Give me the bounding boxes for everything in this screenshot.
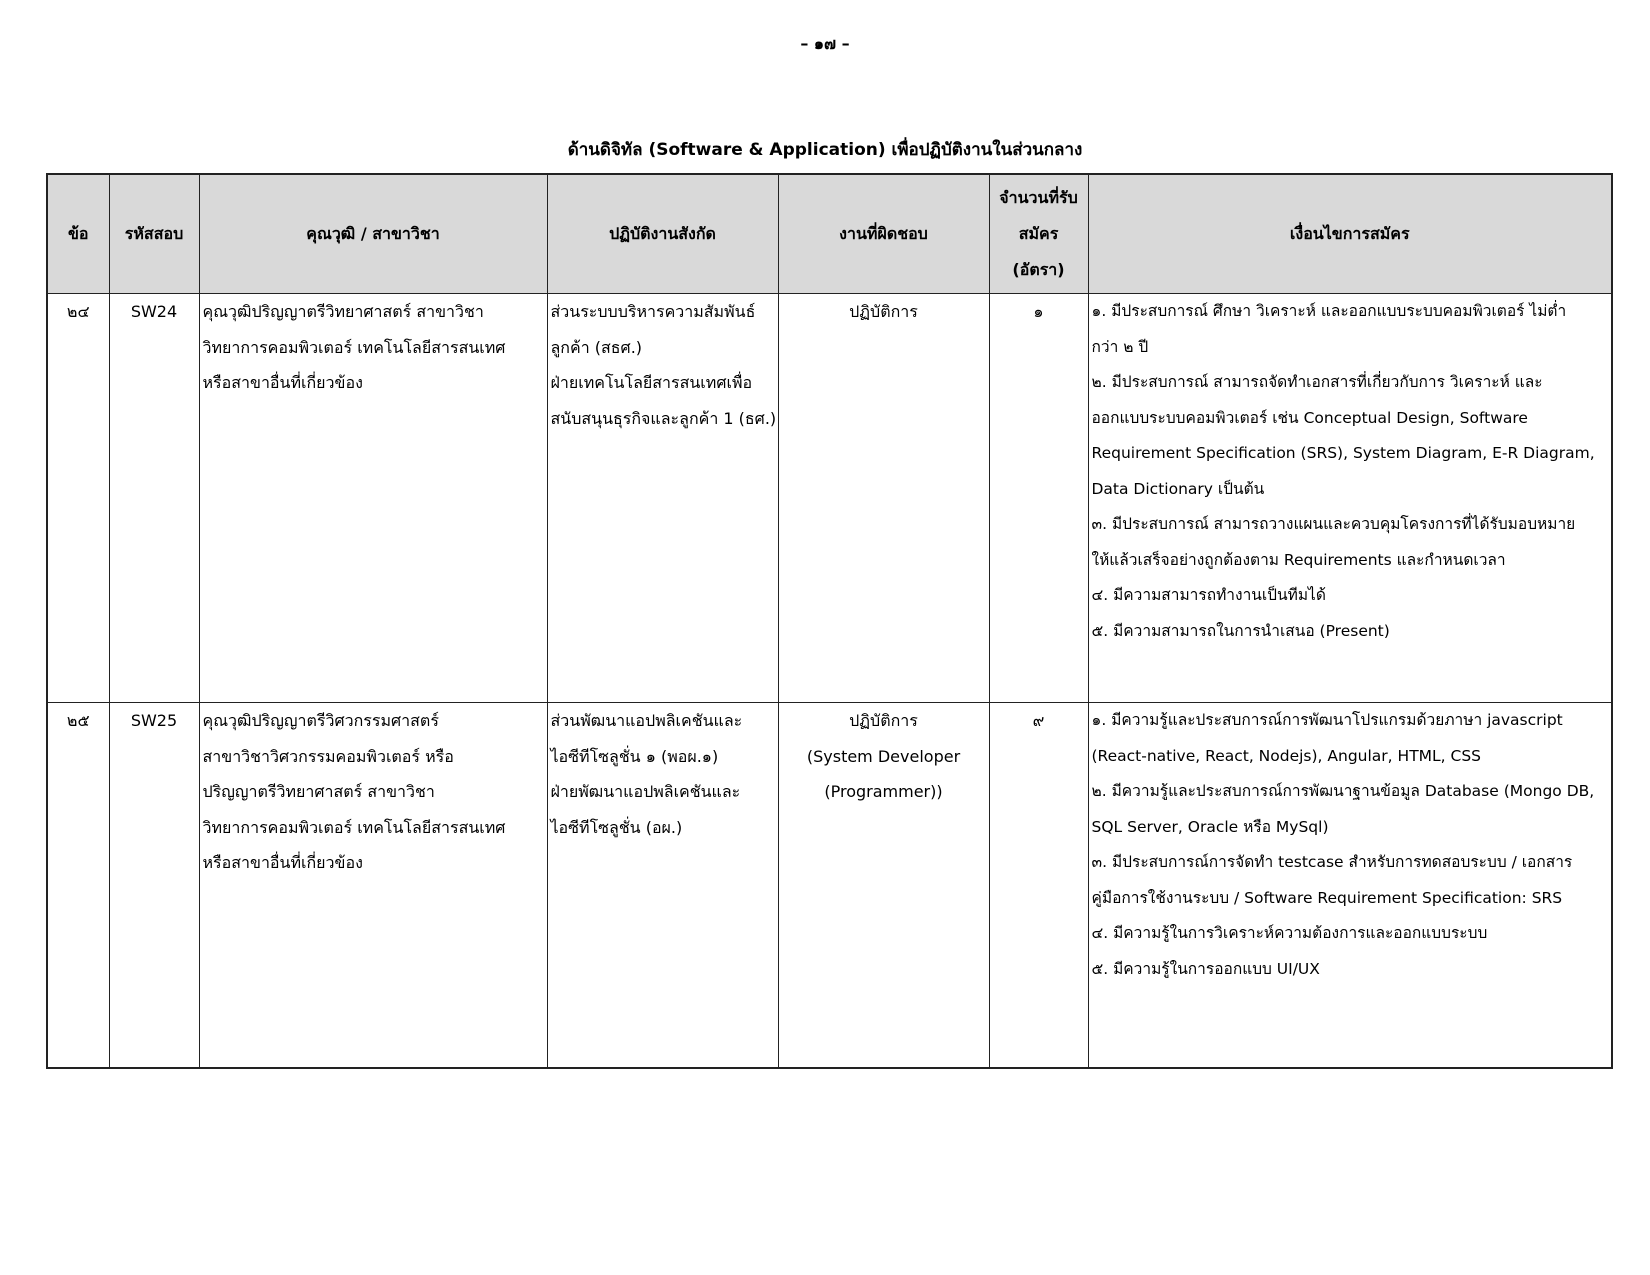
header-count-line: สมัคร [1018, 224, 1059, 243]
qualification-line: คุณวุฒิปริญญาตรีวิศวกรรมศาสตร์ [202, 711, 439, 730]
condition-line: ๑. มีประสบการณ์ ศึกษา วิเคราะห์ และออกแบบระบบคอมพิวเตอร์ ไม่ต่ำ [1091, 302, 1567, 320]
condition-line: ๔. มีความรู้ในการวิเคราะห์ความต้องการและออกแบบระบบ [1091, 924, 1488, 942]
row-conditions [1088, 703, 1612, 1069]
header-code: รหัสสอบ [109, 174, 199, 294]
condition-line: (React-native, React, Nodejs), Angular, HTML, CSS [1091, 746, 1482, 765]
condition-line: ออกแบบระบบคอมพิวเตอร์ เช่น Conceptual Design, Software [1091, 408, 1528, 427]
condition-line: ๒. มีประสบการณ์ สามารถจัดทำเอกสารที่เกี่ยวกับการ วิเคราะห์ และ [1091, 373, 1543, 391]
condition-line: ๑. มีความรู้และประสบการณ์การพัฒนาโปรแกรมด้วยภาษา javascript [1091, 711, 1563, 729]
qualification-line: วิทยาการคอมพิวเตอร์ เทคโนโลยีสารสนเทศ [202, 337, 506, 357]
qualification-line: คุณวุฒิปริญญาตรีวิทยาศาสตร์ สาขาวิชา [202, 302, 484, 321]
condition-line: ให้แล้วเสร็จอย่างถูกต้องตาม Requirements และกำหนดเวลา [1091, 550, 1506, 569]
department-line: ลูกค้า (สธศ.) [550, 337, 643, 357]
row-no: ๒๔ [47, 294, 109, 703]
department-line: ฝ่ายพัฒนาแอปพลิเคชันและ [550, 782, 741, 801]
responsibility-line: ปฏิบัติการ [849, 302, 918, 321]
condition-line: ๓. มีประสบการณ์การจัดทำ testcase สำหรับการทดสอบระบบ / เอกสาร [1091, 853, 1573, 871]
row-count: ๑ [989, 294, 1088, 703]
row-qualification [199, 294, 547, 703]
condition-line: Data Dictionary เป็นต้น [1091, 479, 1265, 498]
header-count-line: (อัตรา) [1012, 260, 1065, 279]
condition-line: ๒. มีความรู้และประสบการณ์การพัฒนาฐานข้อมูล Database (Mongo DB, [1091, 782, 1595, 800]
row-department [547, 294, 778, 703]
department-line: ส่วนพัฒนาแอปพลิเคชันและ [550, 711, 743, 730]
table-row [47, 294, 1612, 703]
condition-line: คู่มือการใช้งานระบบ / Software Requirement Specification: SRS [1091, 888, 1563, 907]
header-qualification: คุณวุฒิ / สาขาวิชา [199, 174, 547, 294]
condition-line: Requirement Specification (SRS), System Diagram, E-R Diagram, [1091, 444, 1595, 462]
row-code: SW25 [109, 703, 199, 1069]
document-title: ด้านดิจิทัล (Software & Application) เพื่อปฏิบัติงานในส่วนกลาง [567, 140, 1083, 160]
page-number: – ๑๗ – [800, 34, 850, 53]
qualification-line: หรือสาขาอื่นที่เกี่ยวข้อง [202, 373, 363, 392]
qualification-line: หรือสาขาอื่นที่เกี่ยวข้อง [202, 853, 363, 872]
positions-table [46, 173, 1613, 1069]
department-line: ไอซีทีโซลูชั่น (อผ.) [550, 817, 683, 837]
qualification-line: ปริญญาตรีวิทยาศาสตร์ สาขาวิชา [202, 782, 435, 801]
condition-line: กว่า ๒ ปี [1091, 337, 1149, 356]
header-department: ปฏิบัติงานสังกัด [547, 174, 778, 294]
condition-line: ๕. มีความรู้ในการออกแบบ UI/UX [1091, 959, 1320, 978]
header-count [989, 174, 1088, 294]
department-line: ส่วนระบบบริหารความสัมพันธ์ [550, 302, 756, 321]
row-responsibility [778, 703, 989, 1069]
department-line: ไอซีทีโซลูชั่น ๑ (พอผ.๑) [550, 746, 719, 766]
row-responsibility [778, 294, 989, 703]
condition-line: ๓. มีประสบการณ์ สามารถวางแผนและควบคุมโครงการที่ได้รับมอบหมาย [1091, 515, 1576, 533]
table-header-row [47, 174, 1612, 294]
row-no: ๒๕ [47, 703, 109, 1069]
qualification-line: วิทยาการคอมพิวเตอร์ เทคโนโลยีสารสนเทศ [202, 817, 506, 837]
row-code: SW24 [109, 294, 199, 703]
department-line: ฝ่ายเทคโนโลยีสารสนเทศเพื่อ [550, 373, 753, 392]
header-responsibility: งานที่ผิดชอบ [778, 174, 989, 294]
row-qualification [199, 703, 547, 1069]
responsibility-line: (System Developer [806, 746, 961, 766]
header-no: ข้อ [47, 174, 109, 294]
condition-line: SQL Server, Oracle หรือ MySql) [1091, 817, 1329, 836]
row-count: ๙ [989, 703, 1088, 1069]
header-count-line: จำนวนที่รับ [999, 188, 1078, 207]
responsibility-line: (Programmer)) [824, 782, 943, 801]
row-conditions [1088, 294, 1612, 703]
responsibility-line: ปฏิบัติการ [849, 711, 918, 730]
condition-line: ๕. มีความสามารถในการนำเสนอ (Present) [1091, 621, 1390, 640]
department-line: สนับสนุนธุรกิจและลูกค้า 1 (ธศ.) [550, 408, 777, 428]
qualification-line: สาขาวิชาวิศวกรรมคอมพิวเตอร์ หรือ [202, 746, 454, 766]
row-department [547, 703, 778, 1069]
table-row [47, 703, 1612, 1069]
header-conditions: เงื่อนไขการสมัคร [1088, 174, 1612, 294]
condition-line: ๔. มีความสามารถทำงานเป็นทีมได้ [1091, 586, 1326, 604]
